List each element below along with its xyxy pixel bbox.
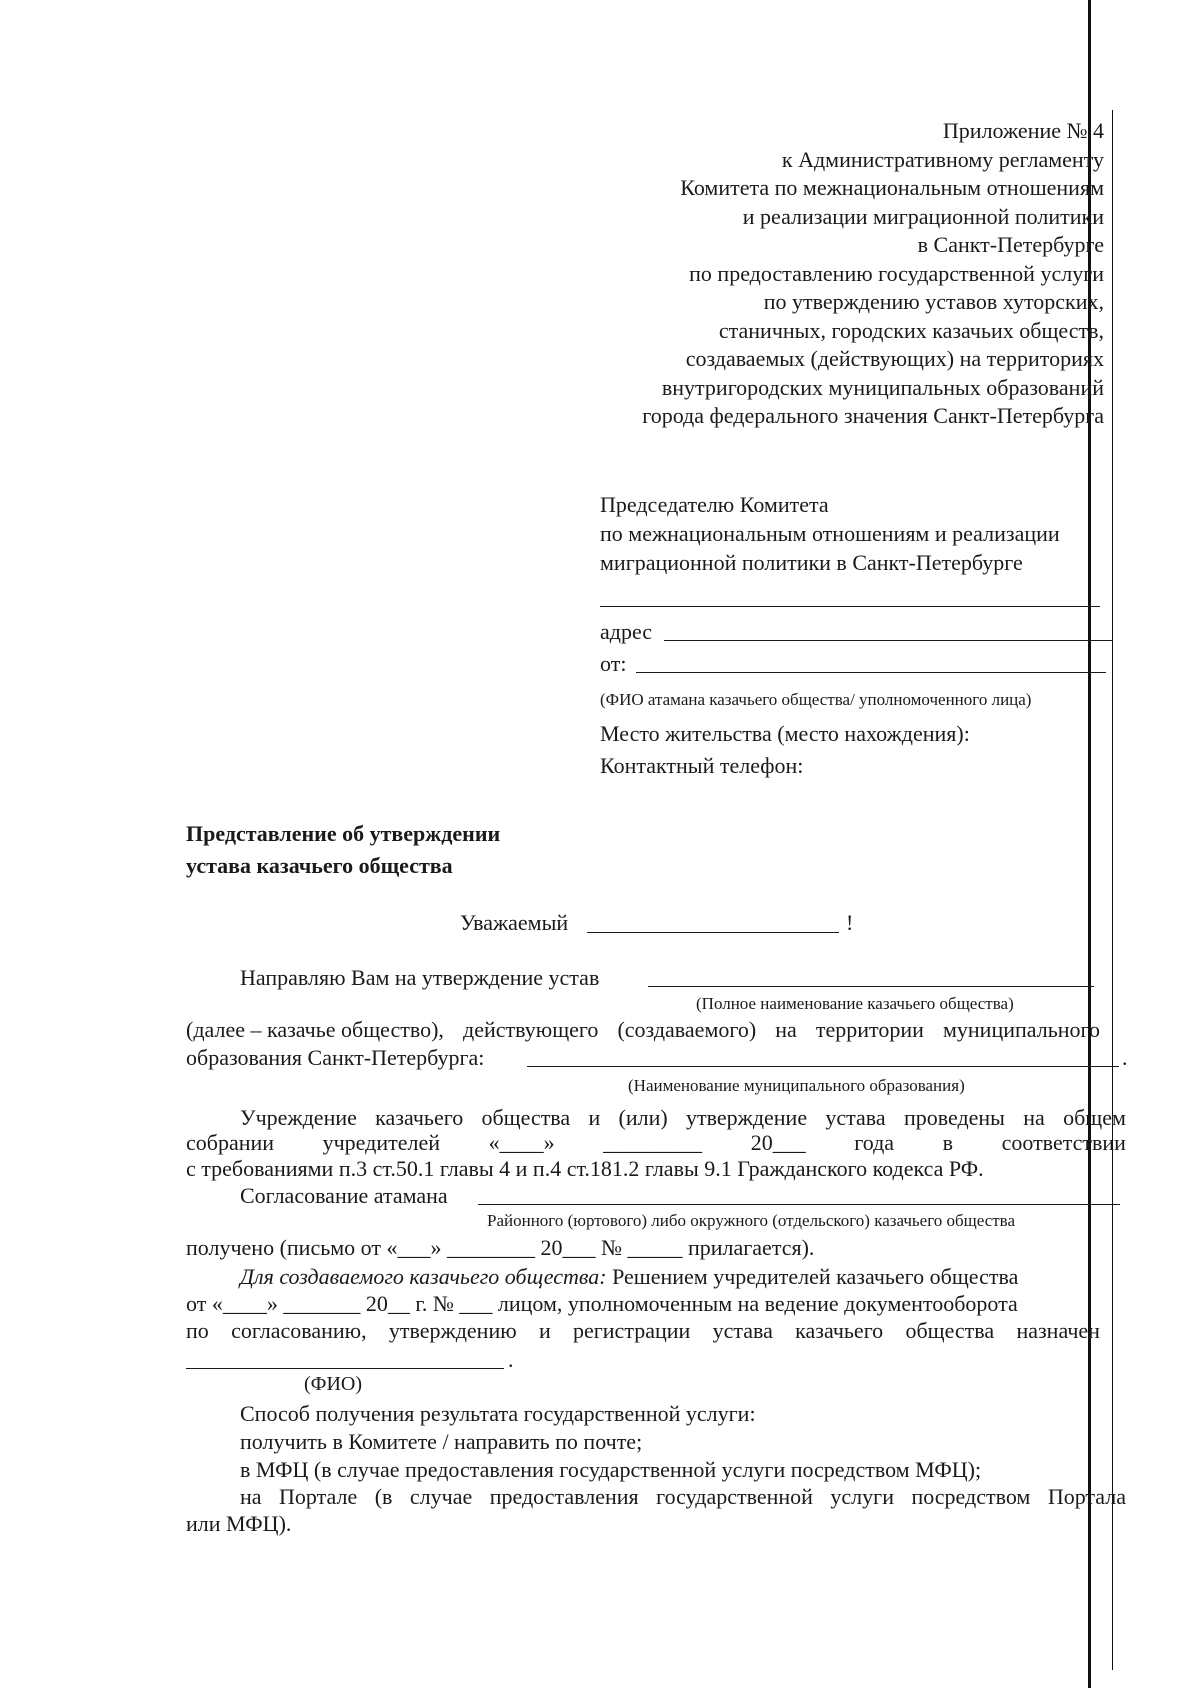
body-line-justified [240, 1483, 1126, 1510]
word: 20___ [750, 1130, 806, 1155]
addressee-line: по межнациональным отношениям и реализации [600, 521, 1060, 546]
word: действующего [463, 1017, 599, 1042]
appendix-block [544, 117, 1104, 431]
body-line-justified [186, 1016, 1100, 1043]
body-line-justified [240, 1104, 1126, 1131]
society-name-line [648, 986, 1094, 987]
municipality-hint: (Наименование муниципального образования) [628, 1076, 965, 1095]
word: (или) [618, 1105, 668, 1130]
word: соответствии [1001, 1130, 1126, 1155]
word: на [240, 1484, 262, 1509]
word: и [588, 1105, 601, 1130]
appendix-line: города федерального значения Санкт-Петербурга [642, 403, 1104, 428]
appendix-line: Комитета по межнациональным отношениям [680, 175, 1104, 200]
word: по [186, 1318, 209, 1343]
body-line: получить в Комитете / направить по почте; [240, 1429, 643, 1454]
word: казачьего [375, 1105, 464, 1130]
word: государственной [656, 1484, 813, 1509]
body-line: образования Санкт-Петербурга: [186, 1045, 485, 1070]
body-line-dot: . [1122, 1045, 1128, 1070]
body-italic-phrase: Для создаваемого казачьего общества: [240, 1264, 607, 1289]
word: на [775, 1017, 797, 1042]
appendix-line: в Санкт-Петербурге [917, 232, 1104, 257]
word: казачьего [795, 1318, 884, 1343]
word: регистрации [573, 1318, 691, 1343]
word: случае [409, 1484, 473, 1509]
appendix-line: Приложение № 4 [942, 118, 1104, 143]
word: услуги [830, 1484, 894, 1509]
body-line: Направляю Вам на утверждение устав [240, 965, 600, 990]
fio-hint: (ФИО) [304, 1373, 363, 1395]
word: посредством [911, 1484, 1031, 1509]
word: Портала [1047, 1484, 1126, 1509]
salutation: Уважаемый [460, 910, 569, 935]
word: Портале [279, 1484, 358, 1509]
body-line: от «____» _______ 20__ г. № ___ лицом, уполномоченным на ведение документооборота [186, 1291, 1018, 1316]
body-line: Способ получения результата государственной услуги: [240, 1401, 756, 1426]
word: общем [1063, 1105, 1126, 1130]
scan-border-line [1112, 110, 1113, 1670]
word: собрании [186, 1130, 275, 1155]
body-line-justified [186, 1129, 1126, 1156]
word: учредителей [322, 1130, 441, 1155]
appendix-line: по предоставлению государственной услуги [689, 260, 1104, 286]
ataman-agreement-line [478, 1204, 1120, 1205]
from-label: от: [600, 651, 627, 676]
word: на [1023, 1105, 1045, 1130]
body-line: с требованиями п.3 ст.50.1 главы 4 и п.4 ст.181.2 главы 9.1 Гражданского кодекса РФ. [186, 1156, 984, 1181]
body-line-justified [186, 1317, 1100, 1344]
word: назначен [1016, 1318, 1100, 1343]
word: устава [712, 1318, 773, 1343]
addressee-line: Председателю Комитета [600, 492, 829, 517]
word: Учреждение [240, 1105, 357, 1130]
salutation-name-line [587, 932, 839, 933]
word: утверждение [685, 1105, 808, 1130]
body-line: в МФЦ (в случае предоставления государственной услуги посредством МФЦ); [240, 1457, 982, 1482]
word: устава [825, 1105, 886, 1130]
word: территории [815, 1017, 924, 1042]
salutation-end: ! [846, 910, 854, 935]
word: муниципального [942, 1017, 1100, 1042]
fio-hint: (ФИО атамана казачьего общества/ уполномоченного лица) [600, 690, 1032, 709]
body-line: получено (письмо от «___» ________ 20___ № _____ прилагается). [186, 1235, 815, 1260]
word: общества [905, 1318, 995, 1343]
appendix-line: по утверждению уставов хуторских, [763, 289, 1104, 314]
body-text: Решением учредителей казачьего общества [612, 1264, 1019, 1289]
word: _________ [603, 1130, 703, 1155]
address-label: адрес [600, 619, 653, 644]
doc-title-line: Представление об утверждении [186, 821, 501, 846]
from-field-line [636, 672, 1106, 673]
word: (в [374, 1484, 393, 1509]
body-line [240, 1263, 1018, 1290]
word: в [942, 1130, 954, 1155]
word: «____» [488, 1130, 555, 1155]
appendix-line: к Административному регламенту [781, 146, 1104, 172]
body-line: или МФЦ). [186, 1511, 292, 1536]
appendix-line: создаваемых (действующих) на территориях [685, 346, 1104, 371]
appendix-line: станичных, городских казачьих обществ, [718, 317, 1104, 343]
word: и [538, 1318, 551, 1343]
addressee-line: миграционной политики в Санкт-Петербурге [600, 550, 1023, 575]
word: (далее – казачье общество), [186, 1017, 444, 1042]
word: года [854, 1130, 895, 1155]
word: предоставления [489, 1484, 639, 1509]
addressee-blank-line [600, 606, 1100, 607]
residence-label: Место жительства (место нахождения): [600, 721, 970, 746]
ataman-agreement-hint: Районного (юртового) либо окружного (отдельского) казачьего общества [487, 1211, 1016, 1230]
address-field-line [664, 640, 1112, 641]
society-name-hint: (Полное наименование казачьего общества) [696, 994, 1014, 1013]
fio-line [186, 1368, 504, 1369]
word: общества [481, 1105, 571, 1130]
word: проведены [903, 1105, 1005, 1130]
body-line: Согласование атамана [240, 1183, 448, 1208]
appendix-line: внутригородских муниципальных образований [661, 374, 1104, 400]
word: (создаваемого) [617, 1017, 757, 1042]
appendix-line: и реализации миграционной политики [742, 203, 1104, 229]
word: согласованию, [231, 1318, 367, 1343]
municipality-line [527, 1066, 1119, 1067]
doc-title-line: устава казачьего общества [186, 853, 453, 878]
word: утверждению [388, 1318, 517, 1343]
body-line-dot: . [508, 1347, 514, 1372]
phone-label: Контактный телефон: [600, 753, 804, 778]
